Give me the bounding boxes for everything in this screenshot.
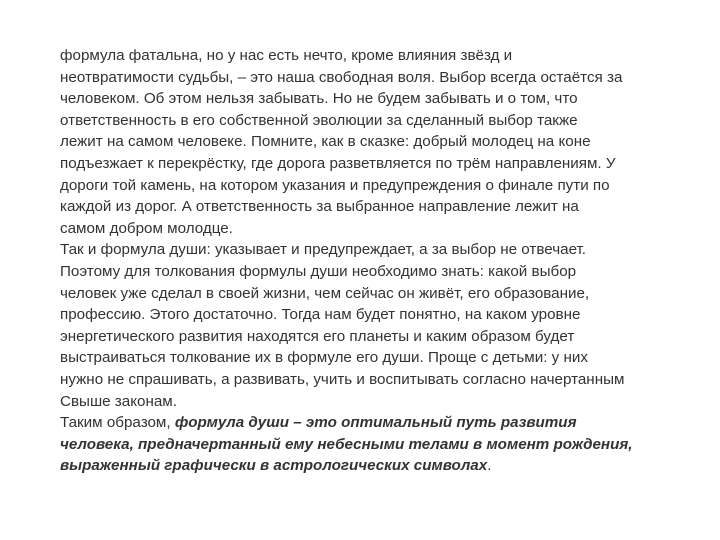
text-line: энергетического развития находятся его планеты и каким образом будет [60,327,575,345]
paragraph-3 [60,412,675,477]
text-line: самом добром молодце. [60,219,233,237]
paragraph-1 [60,45,675,239]
emphasis-line: человека, предначертанный ему небесными телами в момент рождения, [60,435,633,453]
final-period: . [487,457,492,475]
text-line: ответственность в его собственной эволюции за сделанный выбор также [60,111,578,129]
text-line: выстраиваться толкование их в формуле его души. Проще с детьми: у них [60,349,588,367]
text-line [60,455,675,477]
body-text [60,45,675,477]
text-line: Свыше законам. [60,392,177,410]
text-line: человек уже сделал в своей жизни, чем сейчас он живёт, его образование, [60,284,590,302]
text-line: подъезжает к перекрёстку, где дорога разветвляется по трём направлениям. У [60,154,616,172]
text-line [60,412,675,434]
emphasis-text: формула души – это оптимальный путь развития [174,414,577,432]
text-line: неотвратимости судьбы, – это наша свободная воля. Выбор всегда остаётся за [60,68,623,86]
text-line: лежит на самом человеке. Помните, как в сказке: добрый молодец на коне [60,133,591,151]
emphasis-text: выраженный графически в астрологических символах [60,457,488,475]
text-line: дороги той камень, на котором указания и предупреждения о финале пути по [60,176,610,194]
text-line: Поэтому для толкования формулы души необходимо знать: какой выбор [60,262,577,280]
text-line: формула фатальна, но у нас есть нечто, кроме влияния звёзд и [60,47,513,64]
text-line: Так и формула души: указывает и предупреждает, а за выбор не отвечает. [60,241,587,259]
text-line: каждой из дорог. А ответственность за выбранное направление лежит на [60,198,579,216]
conclusion-intro: Таким образом, [60,414,175,432]
text-line: профессию. Этого достаточно. Тогда нам будет понятно, на каком уровне [60,306,581,324]
text-line: нужно не спрашивать, а развивать, учить и воспитывать согласно начертанным [60,370,625,388]
paragraph-2 [60,239,675,412]
text-line: человеком. Об этом нельзя забывать. Но не будем забывать и о том, что [60,90,578,108]
